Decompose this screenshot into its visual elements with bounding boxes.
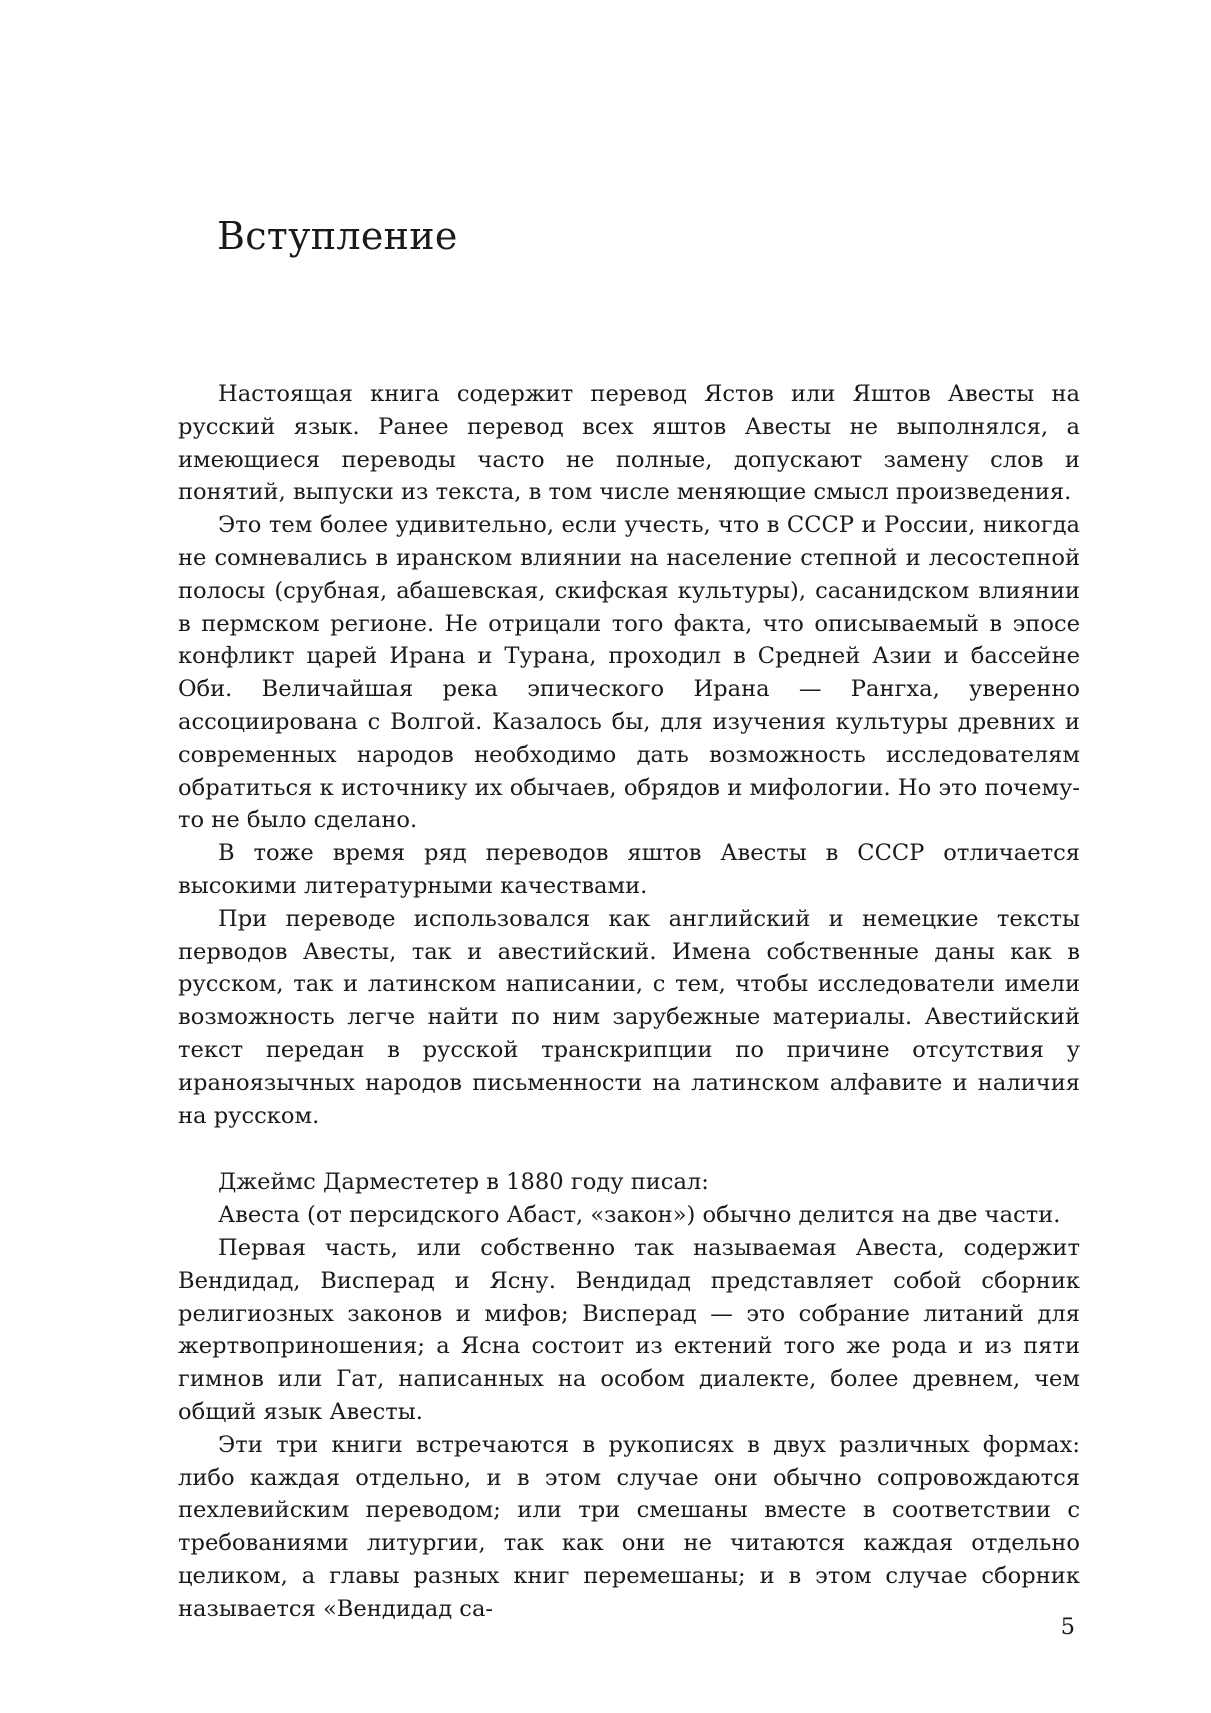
paragraph: При переводе использовался как английский и немецкие тексты перводов Авесты, так и авестийский. Имена собственные даны как в русском, так и латинском написании, с тем, чтобы исследователи имели возможность легче найти по ним зарубежные материалы. Авестийский текст передан в русской транскрипции по причине отсутствия у ираноязычных народов письменности на латинском алфавите и наличия на русском. xyxy=(178,905,1080,1129)
page-number: 5 xyxy=(1060,1614,1075,1640)
paragraph: Первая часть, или собственно так называемая Авеста, содержит Вендидад, Висперад и Ясну. Вендидад представляет собой сборник религиозных законов и мифов; Висперад — это собрание литаний для жертвоприношения; а Ясна состоит из ектений того же рода и из пяти гимнов или Гат, написанных на особом диалекте, более древнем, чем общий язык Авесты. xyxy=(178,1234,1080,1425)
paragraph: Авеста (от персидского Абаст, «закон») обычно делится на две части. xyxy=(218,1202,1061,1229)
page-title: Вступление xyxy=(217,214,458,258)
paragraph: Джеймс Дарместетер в 1880 году писал: xyxy=(218,1169,709,1196)
paragraph: В тоже время ряд переводов яштов Авесты в СССР отличается высокими литературными качествами. xyxy=(178,840,1080,899)
paragraph: Эти три книги встречаются в рукописях в двух различных формах: либо каждая отдельно, и в этом случае они обычно сопровождаются пехлевийским переводом; или три смешаны вместе в соответствии с требованиями литургии, так как они не читаются каждая отдельно целиком, а главы разных книг перемешаны; и в этом случае сборник называется «Вендидад са- xyxy=(178,1431,1080,1622)
paragraph: Это тем более удивительно, если учесть, что в СССР и России, никогда не сомневались в иранском влиянии на население степной и лесостепной полосы (срубная, абашевская, скифская культуры), сасанидском влиянии в пермском регионе. Не отрицали того факта, что описываемый в эпосе конфликт царей Ирана и Турана, проходил в Средней Азии и бассейне Оби. Величайшая река эпического Ирана — Рангха, уверенно ассоциирована с Волгой. Казалось бы, для изучения культуры древних и современных народов необходимо дать возможность исследователям обратиться к источнику их обычаев, обрядов и мифологии. Но это почему-то не было сделано. xyxy=(178,512,1080,834)
paragraph: Настоящая книга содержит перевод Ястов или Яштов Авесты на русский язык. Ранее перевод всех яштов Авесты не выполнялся, а имеющиеся переводы часто не полные, допускают замену слов и понятий, выпуски из текста, в том числе меняющие смысл произведения. xyxy=(178,381,1080,506)
body-text xyxy=(178,378,1080,1625)
